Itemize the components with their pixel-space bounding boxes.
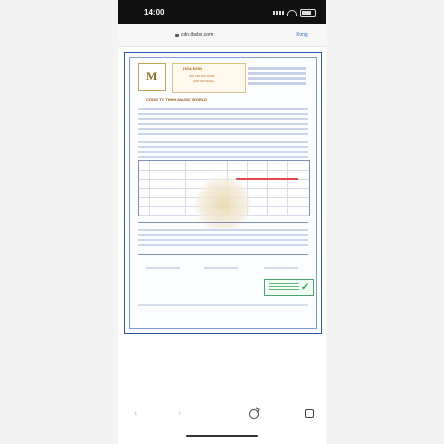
url-text[interactable]: cdn.tbsbx.com xyxy=(181,32,214,38)
buyer-info xyxy=(138,138,308,161)
wifi-icon xyxy=(287,10,297,16)
invoice-note: (VAT INVOICE) xyxy=(193,79,214,83)
chevron-left-icon[interactable]: ‹ xyxy=(134,408,138,419)
seller-signature-line xyxy=(204,267,238,269)
digital-signature-stamp xyxy=(264,279,314,296)
logo-mark: M xyxy=(146,69,158,83)
chevron-right-icon[interactable]: › xyxy=(178,408,182,419)
document-viewer xyxy=(124,52,322,334)
invoice-header xyxy=(172,63,246,93)
invoice-totals xyxy=(138,222,308,255)
lock-icon xyxy=(175,34,179,37)
signature-section xyxy=(138,261,308,300)
share-icon[interactable] xyxy=(305,409,314,418)
reload-icon[interactable] xyxy=(249,409,259,419)
browser-bottom-toolbar xyxy=(118,400,326,444)
done-button[interactable]: Xong xyxy=(296,32,308,38)
invoice-title: HÓA ĐƠN xyxy=(183,66,203,71)
document-footer xyxy=(138,304,308,306)
browser-address-bar[interactable] xyxy=(118,24,326,47)
status-time: 14:00 xyxy=(144,8,165,17)
battery-icon xyxy=(300,9,316,17)
check-icon: ✓ xyxy=(301,282,310,293)
company-logo xyxy=(138,63,166,91)
invoice-subtitle: GIÁ TRỊ GIA TĂNG xyxy=(189,74,215,78)
buyer-signature-line xyxy=(146,267,180,269)
home-indicator xyxy=(186,435,258,437)
company-name: CÔNG TY TNHH MAGIC WORLD xyxy=(146,97,208,102)
phone-screen xyxy=(118,0,326,444)
signal-icon xyxy=(273,11,284,15)
invoice-document xyxy=(129,57,317,329)
status-bar xyxy=(118,0,326,24)
invoice-meta xyxy=(248,65,306,89)
authorized-signature-line xyxy=(264,267,298,269)
status-icons xyxy=(273,9,316,17)
seller-info xyxy=(138,105,308,138)
